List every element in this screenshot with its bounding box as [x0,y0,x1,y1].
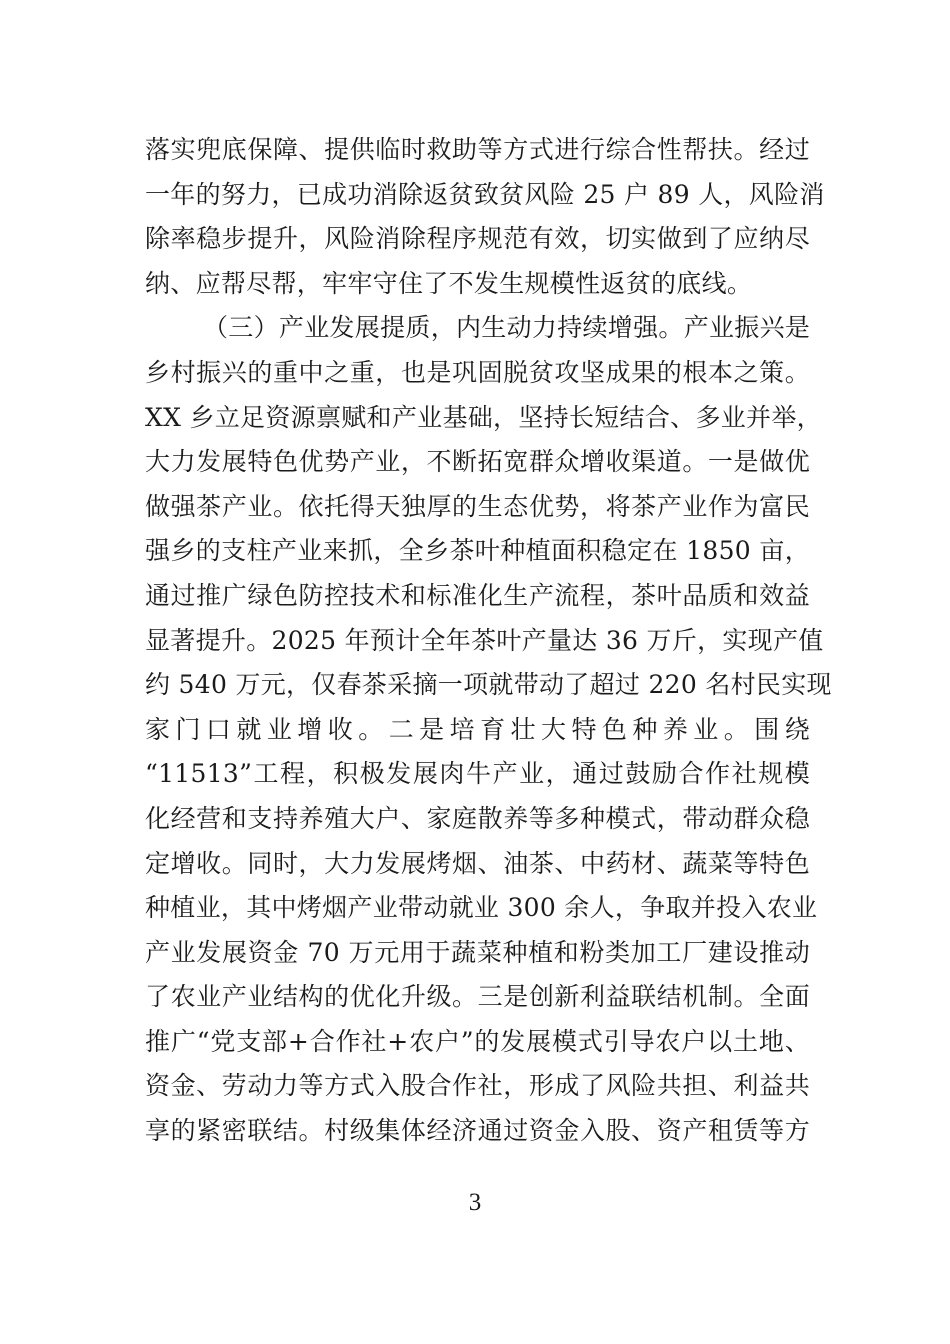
text-line: 推广“党支部+合作社+农户”的发展模式引导农户以土地、 [145,1026,810,1056]
text-line: 通过推广绿色防控技术和标准化生产流程，茶叶品质和效益 [145,580,810,610]
text-line: 纳、应帮尽帮，牢牢守住了不发生规模性返贫的底线。 [145,268,753,298]
text-line: 家门口就业增收。二是培育壮大特色种养业。围绕 [145,714,810,744]
text-line: 化经营和支持养殖大户、家庭散养等多种模式，带动群众稳 [145,803,810,833]
text-line: 乡村振兴的重中之重，也是巩固脱贫攻坚成果的根本之策。 [145,357,810,387]
text-line: 一年的努力，已成功消除返贫致贫风险 25 户 89 人，风险消 [145,179,825,209]
text-line: 强乡的支柱产业来抓，全乡茶叶种植面积稳定在 1850 亩， [145,536,810,566]
text-line: 做强茶产业。依托得天独厚的生态优势，将茶产业作为富民 [145,491,810,521]
body-text [145,128,832,1154]
page-number: 3 [468,1189,482,1216]
text-line: 大力发展特色优势产业，不断拓宽群众增收渠道。一是做优 [145,447,810,477]
text-line: 资金、劳动力等方式入股合作社，形成了风险共担、利益共 [145,1071,810,1101]
text-line: XX 乡立足资源禀赋和产业基础，坚持长短结合、多业并举， [145,402,822,432]
text-line: 落实兜底保障、提供临时救助等方式进行综合性帮扶。经过 [145,135,810,164]
text-line: “11513”工程，积极发展肉牛产业，通过鼓励合作社规模 [145,759,810,789]
text-line: 显著提升。2025 年预计全年茶叶产量达 36 万斤，实现产值 [145,625,824,655]
text-line: 定增收。同时，大力发展烤烟、油茶、中药材、蔬菜等特色 [145,848,810,878]
section-heading-line: （三）产业发展提质，内生动力持续增强。产业振兴是 [203,313,811,343]
text-line: 种植业，其中烤烟产业带动就业 300 余人，争取并投入农业 [145,893,818,923]
text-line: 产业发展资金 70 万元用于蔬菜种植和粉类加工厂建设推动 [145,937,810,967]
text-line: 约 540 万元，仅春茶采摘一项就带动了超过 220 名村民实现 [145,670,832,700]
text-line: 除率稳步提升，风险消除程序规范有效，切实做到了应纳尽 [145,224,810,254]
text-line: 享的紧密联结。村级集体经济通过资金入股、资产租赁等方 [145,1116,810,1146]
text-line: 了农业产业结构的优化升级。三是创新利益联结机制。全面 [145,982,810,1012]
